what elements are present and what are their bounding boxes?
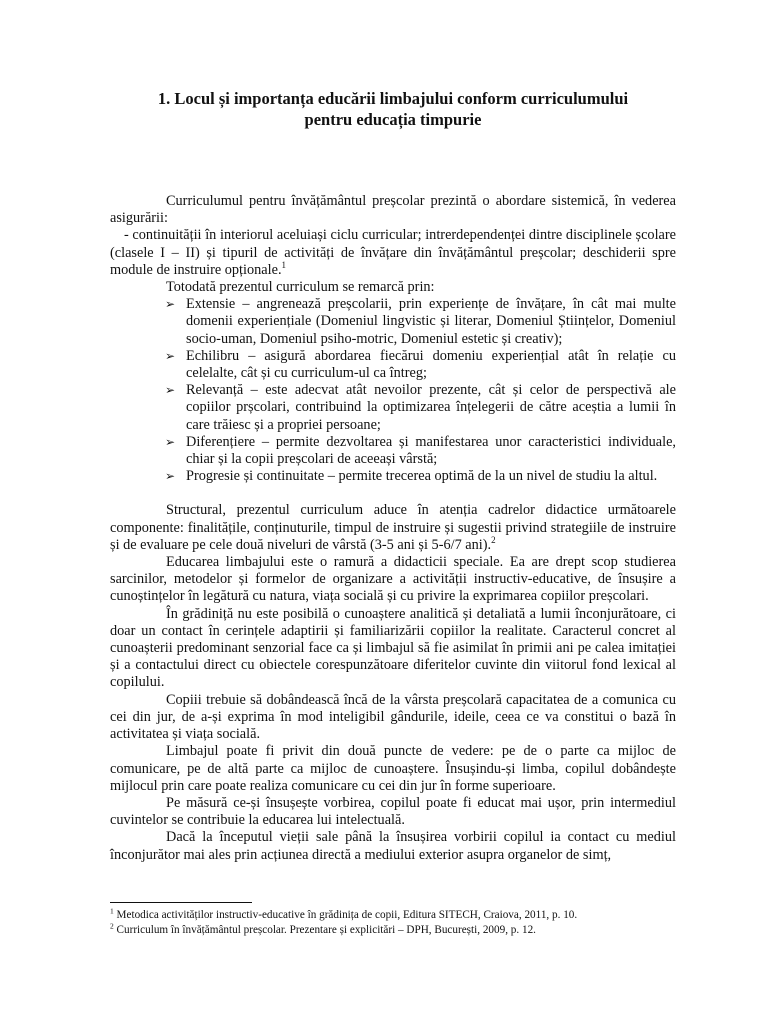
beginning-paragraph: Dacă la începutul vieții sale până la însușirea vorbirii copilul ia contact cu mediul înconjurător mai ales prin acțiunea directă a mediului exterior asupra organelor de simț,	[110, 829, 676, 863]
structural-text: Structural, prezentul curriculum aduce în atenția cadrelor didactice următoarele componente: finalitățile, conținuturile, timpul de instruire și sugestii privind strategiile de instruire și de evaluare pe cele două niveluri de vârstă (3-5 ani și 5-6/7 ani).	[110, 502, 676, 553]
intro-paragraph: Curriculumul pentru învățământul preșcolar prezintă o abordare sistemică, în vederea asigurării:	[110, 193, 676, 227]
list-item	[160, 434, 676, 468]
remarks-paragraph: Totodată prezentul curriculum se remarcă prin:	[166, 279, 435, 296]
arrow-bullet-icon: ➢	[165, 297, 176, 312]
arrow-bullet-icon: ➢	[165, 348, 176, 363]
arrow-bullet-icon: ➢	[165, 469, 176, 484]
title-line-1: 1. Locul și importanța educării limbajului conform curriculumului	[157, 89, 629, 108]
speech-paragraph: Pe măsură ce-și însușește vorbirea, copilul poate fi educat mai ușor, prin intermediul cuvintelor se contribuie la educarea lui intelectuală.	[110, 794, 676, 829]
page-title	[110, 88, 676, 130]
list-item	[160, 296, 676, 348]
continuity-paragraph	[110, 227, 676, 279]
list-item-text: Relevanță – este adecvat atât nevoilor prezente, cât și celor de perspectivă ale copiilor prșcolari, contribuind la optimizarea înțelegerii de către aceștia a lumii în care trăiesc și a propriei persoane;	[186, 382, 676, 433]
arrow-bullet-icon: ➢	[165, 383, 176, 398]
footnote-2	[110, 920, 676, 938]
education-paragraph: Educarea limbajului este o ramură a didacticii speciale. Ea are drept scop studierea sarcinilor, metodelor și formelor de organizare a activității instructiv-educative, de însușire a cunoștințelor în legătură cu natura, viața socială și cu privire la exprimarea copiilor preșcolari.	[110, 554, 676, 605]
list-item-text: Extensie – angrenează preșcolarii, prin experiențe de învățare, în cât mai multe domenii experiențiale (Domeniul lingvistic și literar, Domeniul Științelor, Domeniul socio-uman, Domeniul psiho-motric, Domeniul estetic și creativ);	[186, 296, 676, 347]
list-item-text: Progresie și continuitate – permite trecerea optimă de la un nivel de studiu la altul.	[186, 468, 658, 485]
language-paragraph: Limbajul poate fi privit din două puncte de vedere: pe de o parte ca mijloc de comunicare, pe de altă parte ca mijloc de cunoaștere. Însușindu-și limba, copilul dobândește mijlocul prin care poate realiza comunicare cu cei din jur în forme superioare.	[110, 743, 676, 794]
feature-list	[110, 296, 676, 485]
document-body	[110, 193, 676, 864]
structural-paragraph	[110, 502, 676, 554]
footnote-ref-1: 1	[281, 260, 287, 271]
children-paragraph: Copiii trebuie să dobândească încă de la vârsta preșcolară capacitatea de a comunica cu cei din jur, de a-și exprima în mod inteligibil gândurile, ideile, ceea ce va constitui o bază în activitatea și viața socială.	[110, 691, 676, 743]
footnote-ref-2: 2	[491, 535, 496, 546]
list-item	[160, 348, 676, 382]
kindergarten-paragraph: În grădiniță nu este posibilă o cunoaștere analitică și detaliată a lumii înconjurătoare, ci doar un contact în cerințele adaptirii și familiarizării copiilor la realitate. Caracterul concret al cunoașterii predominant senzorial face ca și limbajul să fie asimilat în primii ani pe calea imitației și a contactului direct cu obiectele corespunzătoare diferitelor cuvinte din viitorul fond lexical al copilului.	[110, 605, 676, 691]
list-item-text: Diferențiere – permite dezvoltarea și manifestarea unor caracteristici individuale, chiar și la copii preșcolari de aceeași vârstă;	[186, 433, 676, 468]
list-item	[160, 382, 676, 434]
footnote-text: Curriculum în învățământul preșcolar. Prezentare și explicitări – DPH, București, 2009, p. 12.	[116, 923, 536, 936]
title-line-2: pentru educația timpurie	[304, 110, 482, 129]
footnote-1	[110, 908, 676, 923]
arrow-bullet-icon: ➢	[165, 434, 176, 449]
list-item-text: Echilibru – asigură abordarea fiecărui domeniu experiențial atât în relație cu celelalte, cât și cu curriculum-ul ca întreg;	[186, 347, 676, 382]
footnote-number: 1	[110, 906, 114, 916]
paragraph-spacer	[110, 485, 676, 502]
footnotes	[110, 908, 676, 937]
footnote-separator	[110, 902, 252, 903]
footnote-text: Metodica activităților instructiv-educative în grădinița de copii, Editura SITECH, Craiova, 2011, p. 10.	[116, 909, 578, 921]
footnote-number: 2	[110, 920, 114, 930]
list-item	[160, 468, 676, 485]
continuity-text: - continuității în interiorul aceluiași ciclu curricular; intrerdependenței dintre disciplinele școlare (clasele I – II) și tipuril de activități de învățare din învățământul preșcolar; deschiderii spre module de instruire opționale.	[110, 227, 676, 278]
